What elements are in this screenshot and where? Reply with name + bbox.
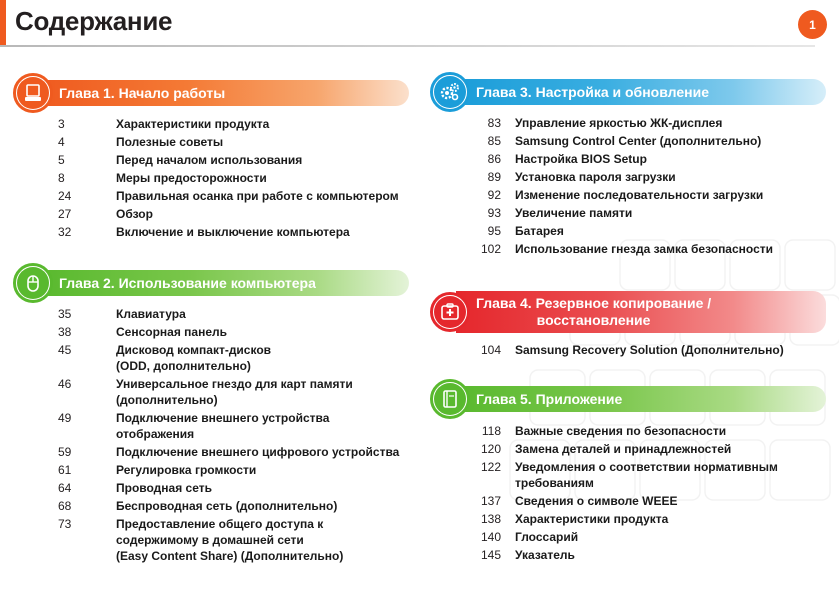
toc-entry[interactable] xyxy=(18,462,413,478)
toc-page-number: 102 xyxy=(480,242,501,256)
toc-entry-title[interactable]: Проводная сеть xyxy=(116,481,212,495)
toc-page-number: 64 xyxy=(58,481,72,495)
toc-page-number: 104 xyxy=(480,343,501,357)
toc-entry-title[interactable]: Меры предосторожности xyxy=(116,171,267,185)
toc-entry[interactable] xyxy=(430,547,830,563)
toc-entry-title[interactable]: Сведения о символе WEEE xyxy=(515,494,678,508)
toc-entry-title[interactable]: Изменение последовательности загрузки xyxy=(515,188,764,202)
chapter-1-header[interactable] xyxy=(13,73,409,113)
chapter-3-icon-badge xyxy=(430,72,470,112)
toc-page-number: 8 xyxy=(58,171,65,185)
chapter-1-title[interactable]: Глава 1. Начало работы xyxy=(39,80,409,106)
toc-entry[interactable] xyxy=(18,342,413,374)
toc-entry[interactable] xyxy=(430,459,830,491)
toc-entry-title[interactable]: Использование гнезда замка безопасности xyxy=(515,242,774,256)
chapter-5-title[interactable]: Глава 5. Приложение xyxy=(456,386,826,412)
book-icon xyxy=(440,389,460,409)
chapter-2-title[interactable]: Глава 2. Использование компьютера xyxy=(39,270,409,296)
toc-page-number: 95 xyxy=(487,224,501,238)
toc-entry[interactable] xyxy=(430,423,830,439)
toc-page-number: 137 xyxy=(480,494,501,508)
gears-icon xyxy=(439,81,461,103)
toc-page-number: 61 xyxy=(58,463,72,477)
toc-entry-title[interactable]: Полезные советы xyxy=(116,135,224,149)
chapter-4-title-line1: Глава 4. Резервное копирование / xyxy=(476,295,712,311)
toc-page-number: 32 xyxy=(58,225,72,239)
toc-page-number: 35 xyxy=(58,307,72,321)
toc-entry-title[interactable]: Характеристики продукта xyxy=(515,512,669,526)
chapter-4-header[interactable] xyxy=(430,288,826,336)
toc-entry[interactable] xyxy=(18,152,413,168)
chapter-1-icon-badge xyxy=(13,73,53,113)
toc-page-number: 93 xyxy=(487,206,501,220)
page-title: Содержание xyxy=(15,6,173,36)
chapter-5-icon-badge xyxy=(430,379,470,419)
toc-entry-title[interactable]: Глоссарий xyxy=(515,530,579,544)
chapter-4-icon-badge xyxy=(430,292,470,332)
chapter-3-entries xyxy=(430,115,830,259)
toc-page-number: 73 xyxy=(58,517,72,531)
toc-entry[interactable] xyxy=(18,116,413,132)
toc-page-number: 83 xyxy=(487,116,501,130)
toc-entry-title[interactable]: Батарея xyxy=(515,224,564,238)
toc-entry-title[interactable]: Замена деталей и принадлежностей xyxy=(515,442,732,456)
toc-page-number: 27 xyxy=(58,207,72,221)
chapter-5-header[interactable] xyxy=(430,379,826,419)
toc-page-number: 68 xyxy=(58,499,72,513)
toc-entry-title[interactable]: Важные сведения по безопасности xyxy=(515,424,727,438)
toc-entry[interactable] xyxy=(18,480,413,496)
toc-entry[interactable] xyxy=(18,516,413,564)
toc-entry-title[interactable]: Дисковод компакт-дисков (ODD, дополнительно) xyxy=(116,343,272,373)
chapter-3-header[interactable] xyxy=(430,72,826,112)
toc-entry-title[interactable]: Управление яркостью ЖК-дисплея xyxy=(515,116,723,130)
toc-entry[interactable] xyxy=(430,115,830,131)
toc-entry[interactable] xyxy=(430,223,830,239)
toc-entry-title[interactable]: Подключение внешнего цифрового устройства xyxy=(116,445,400,459)
chapter-2-header[interactable] xyxy=(13,263,409,303)
toc-page-number: 122 xyxy=(480,460,501,474)
toc-entry-title[interactable]: Включение и выключение компьютера xyxy=(116,225,350,239)
toc-entry[interactable] xyxy=(18,324,413,340)
toc-page-number: 4 xyxy=(58,135,65,149)
toc-entry-title[interactable]: Увеличение памяти xyxy=(515,206,633,220)
toc-entry[interactable] xyxy=(18,498,413,514)
toc-page-number: 49 xyxy=(58,411,72,425)
chapter-4-title[interactable] xyxy=(456,291,826,333)
chapter-4-title-line2: восстановление xyxy=(536,312,651,328)
toc-page-number: 120 xyxy=(480,442,501,456)
toc-entry[interactable] xyxy=(18,206,413,222)
toc-page-number: 24 xyxy=(58,189,72,203)
chapter-5-entries xyxy=(430,423,830,565)
toc-entry[interactable] xyxy=(18,444,413,460)
chapter-2-entries xyxy=(18,306,413,566)
toc-entry-title[interactable]: Указатель xyxy=(515,548,575,562)
header-accent-bar xyxy=(0,0,6,45)
toc-entry-title[interactable]: Клавиатура xyxy=(116,307,186,321)
toc-page-number: 138 xyxy=(480,512,501,526)
toc-entry[interactable] xyxy=(430,151,830,167)
toc-entry[interactable] xyxy=(18,134,413,150)
toc-page-number: 145 xyxy=(480,548,501,562)
toc-entry-title[interactable]: Установка пароля загрузки xyxy=(515,170,676,184)
toc-entry[interactable] xyxy=(430,205,830,221)
toc-page-number: 89 xyxy=(487,170,501,184)
toc-entry-title[interactable]: Обзор xyxy=(116,207,153,221)
toc-entry[interactable] xyxy=(430,493,830,509)
toc-page-number: 3 xyxy=(58,117,65,131)
toc-entry-title[interactable]: Предоставление общего доступа к содержимому в домашней сети (Easy Content Share) (Дополнительно) xyxy=(116,517,344,563)
toc-entry-title[interactable]: Беспроводная сеть (дополнительно) xyxy=(116,499,338,513)
toc-page-number: 38 xyxy=(58,325,72,339)
toc-entry-title[interactable]: Сенсорная панель xyxy=(116,325,228,339)
toc-entry[interactable] xyxy=(430,342,830,358)
toc-entry-title[interactable]: Характеристики продукта xyxy=(116,117,270,131)
chapter-3-title[interactable]: Глава 3. Настройка и обновление xyxy=(456,79,826,105)
toc-entry-title[interactable]: Уведомления о соответствии нормативным требованиям xyxy=(515,460,778,490)
toc-entry-title[interactable]: Настройка BIOS Setup xyxy=(515,152,647,166)
mouse-icon xyxy=(23,273,43,293)
toc-entry[interactable] xyxy=(18,170,413,186)
toc-entry[interactable] xyxy=(430,241,830,257)
toc-entry[interactable] xyxy=(430,441,830,457)
toc-entry-title[interactable]: Правильная осанка при работе с компьютером xyxy=(116,189,399,203)
toc-entry[interactable] xyxy=(18,376,413,408)
chapter-1-entries xyxy=(18,116,413,242)
toc-entry[interactable] xyxy=(430,529,830,545)
toc-entry[interactable] xyxy=(430,169,830,185)
toc-page-number: 45 xyxy=(58,343,72,357)
toc-entry-title[interactable]: Универсальное гнездо для карт памяти (дополнительно) xyxy=(116,377,353,407)
toc-page-number: 5 xyxy=(58,153,65,167)
chapter-2-icon-badge xyxy=(13,263,53,303)
toc-page-number: 86 xyxy=(487,152,501,166)
toc-entry[interactable] xyxy=(430,187,830,203)
header-divider xyxy=(0,45,815,47)
toc-entry[interactable] xyxy=(430,511,830,527)
toc-page-number: 140 xyxy=(480,530,501,544)
toc-entry-title[interactable]: Samsung Control Center (дополнительно) xyxy=(515,134,762,148)
first-aid-kit-icon xyxy=(440,302,460,322)
toc-entry[interactable] xyxy=(18,188,413,204)
toc-page-number: 59 xyxy=(58,445,72,459)
toc-entry[interactable] xyxy=(430,133,830,149)
chapter-4-entries xyxy=(430,342,830,360)
toc-entry[interactable] xyxy=(18,224,413,240)
toc-page-number: 118 xyxy=(481,424,501,438)
page-number-badge: 1 xyxy=(798,10,827,39)
toc-entry-title[interactable]: Samsung Recovery Solution (Дополнительно) xyxy=(515,343,784,357)
toc-page-number: 85 xyxy=(487,134,501,148)
toc-page-number: 46 xyxy=(58,377,72,391)
toc-page-number: 92 xyxy=(487,188,501,202)
toc-entry-title[interactable]: Регулировка громкости xyxy=(116,463,257,477)
toc-entry[interactable] xyxy=(18,410,413,442)
toc-entry-title[interactable]: Перед началом использования xyxy=(116,153,303,167)
laptop-icon xyxy=(23,83,43,103)
toc-entry-title[interactable]: Подключение внешнего устройства отображения xyxy=(116,411,330,441)
toc-entry[interactable] xyxy=(18,306,413,322)
